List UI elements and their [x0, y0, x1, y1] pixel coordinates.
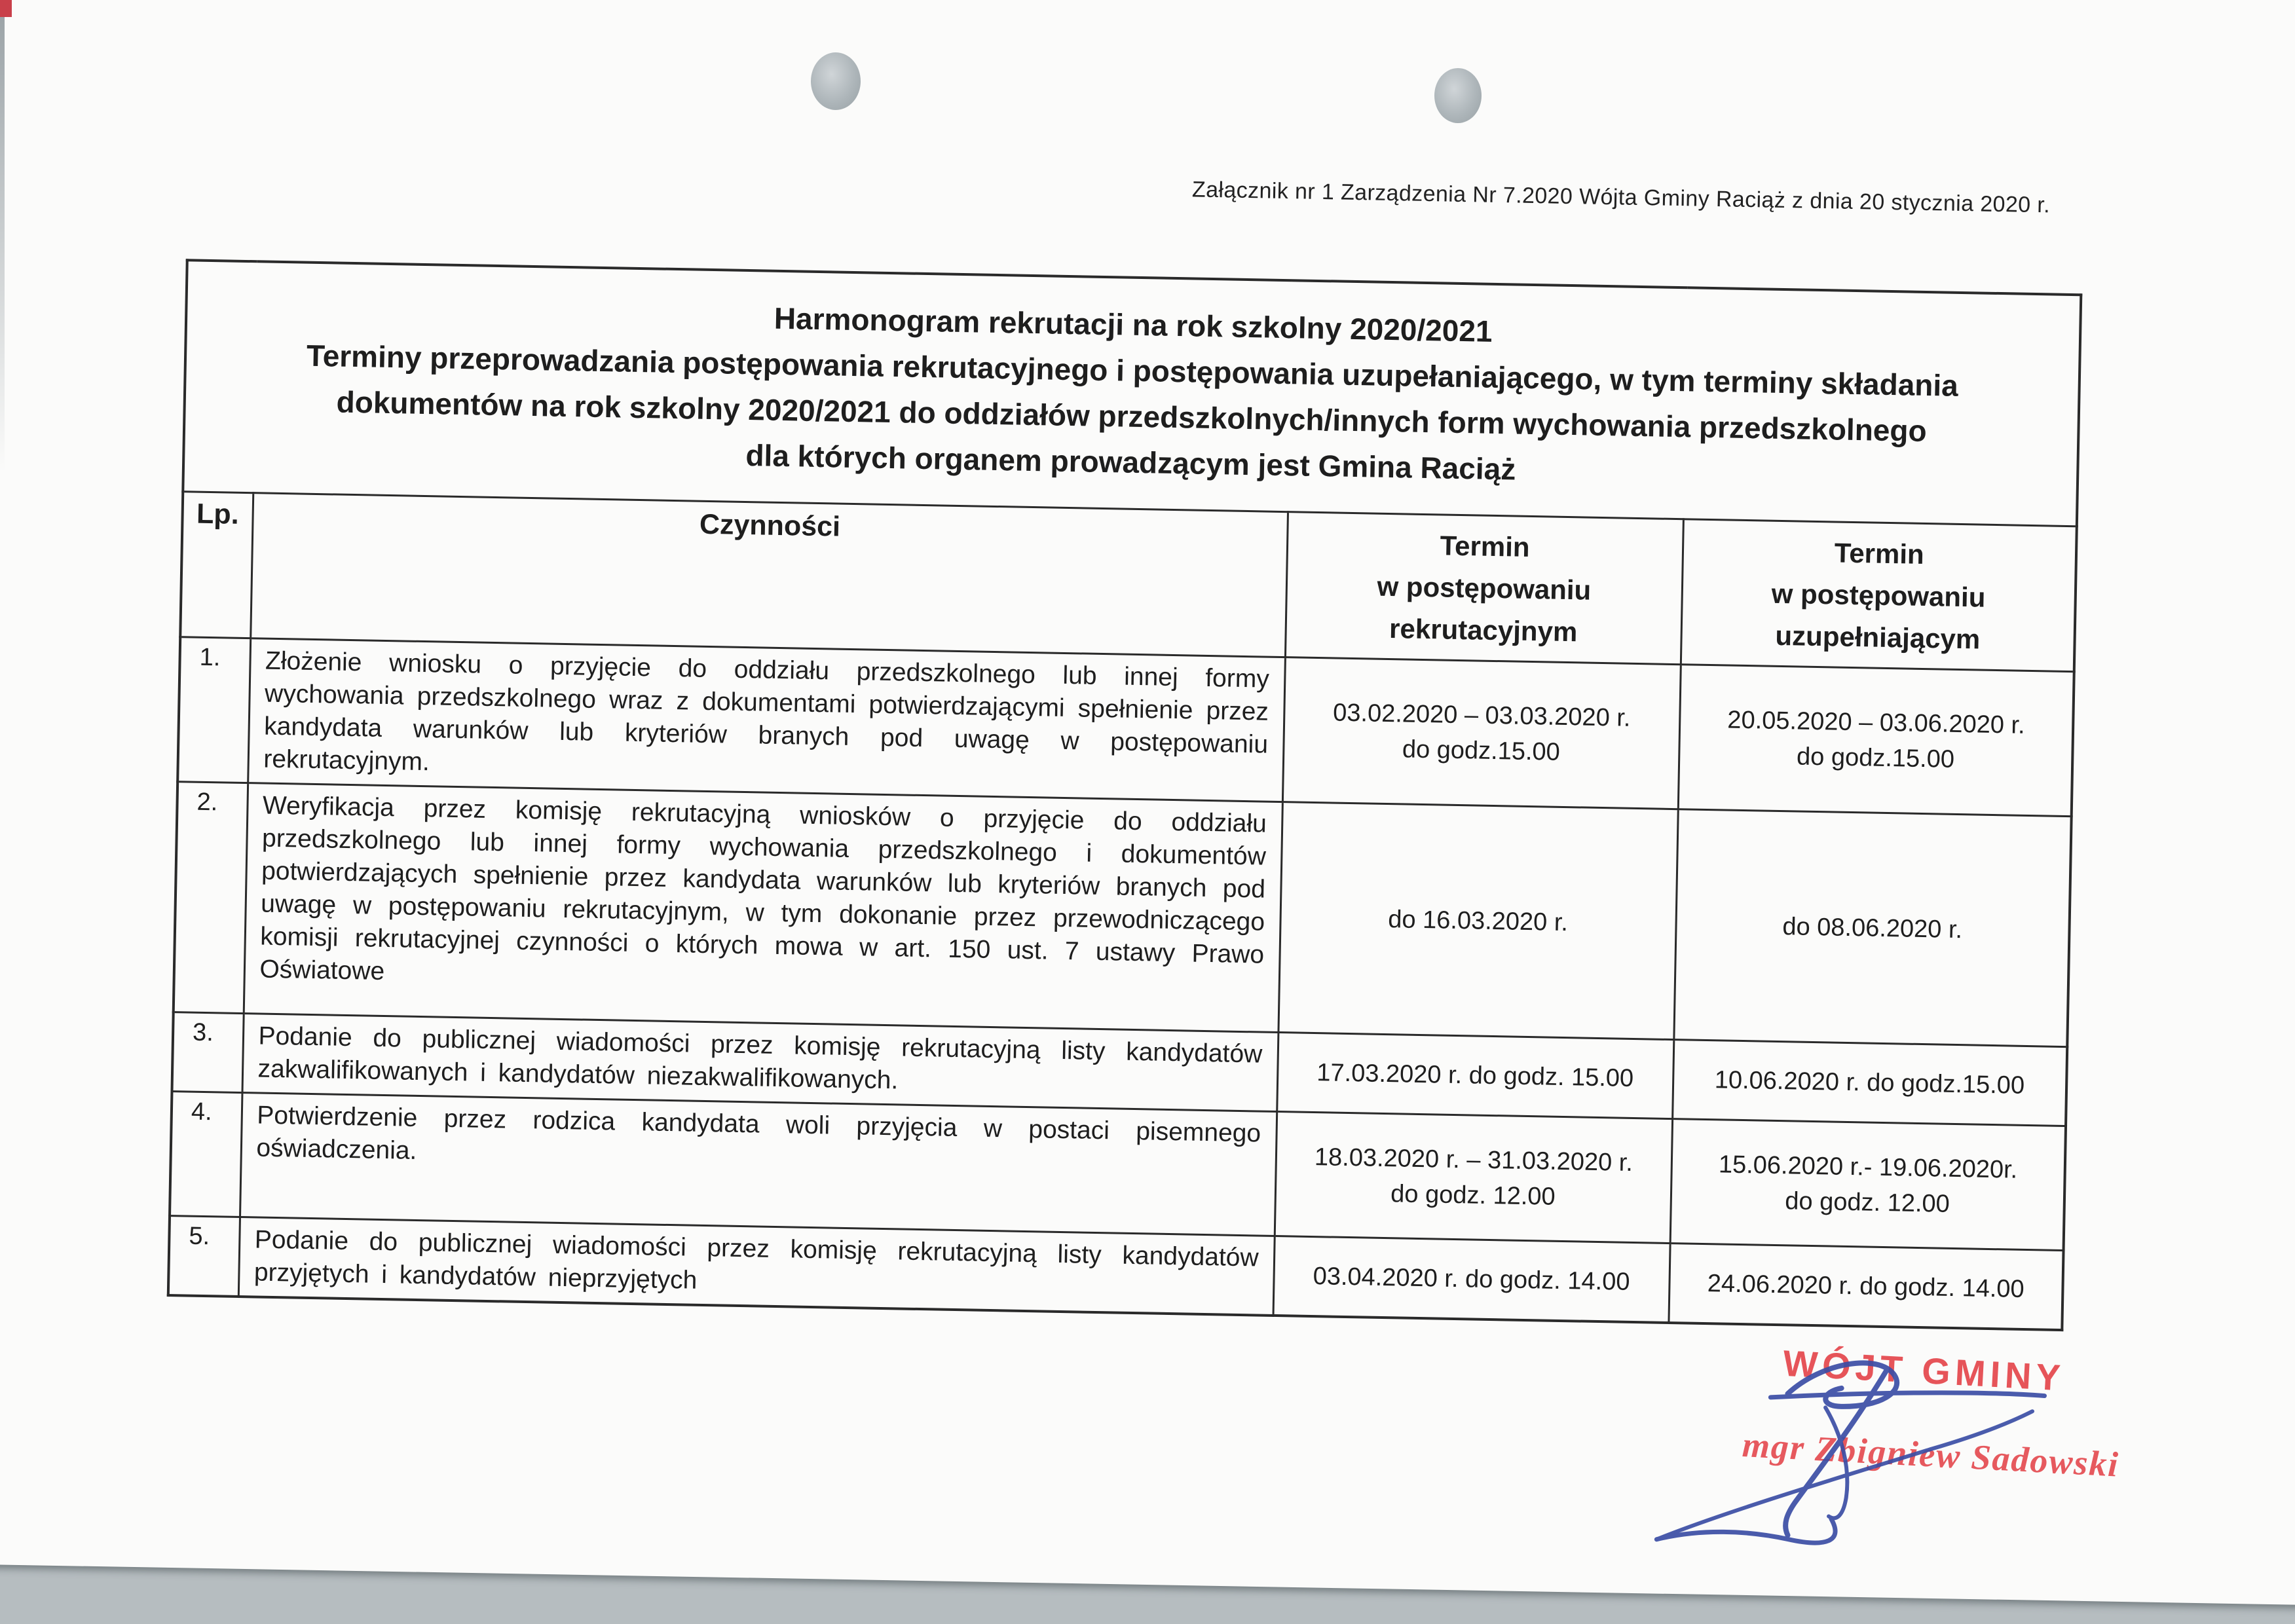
red-corner-mark	[0, 0, 12, 17]
term-supplementary-cell: do 08.06.2020 r.	[1673, 809, 2071, 1047]
term-recruitment-cell: 03.04.2020 r. do godz. 14.00	[1273, 1236, 1670, 1323]
term-supplementary-cell: 10.06.2020 r. do godz.15.00	[1672, 1040, 2067, 1126]
term-supplementary-cell: 24.06.2020 r. do godz. 14.00	[1668, 1244, 2063, 1330]
attachment-note: Załącznik nr 1 Zarządzenia Nr 7.2020 Wójta Gminy Raciąż z dnia 20 stycznia 2020 r.	[1191, 177, 2051, 218]
punch-hole-icon	[1434, 68, 1482, 123]
stamp-office-text: WÓJT GMINY	[1782, 1342, 2066, 1399]
scan-edge-shadow	[0, 0, 5, 471]
row-number: 5.	[168, 1216, 240, 1297]
table-title-row	[183, 260, 2081, 526]
column-header-activity: Czynności	[250, 493, 1288, 657]
row-number: 2.	[174, 782, 248, 1014]
document-title-line: Terminy przeprowadzania postępowania rekrutacyjnego i postępowania uzupełaniającego, w tym terminy składania	[306, 338, 1959, 403]
activity-cell: Złożenie wniosku o przyjęcie do oddziału przedszkolnego lub innej formy wychowania przedszkolnego wraz z dokumentami potwierdzającymi spełnienie przez kandydata warunków lub kryteriów branych pod uwagę w postępowaniu rekrutacyjnym.	[248, 638, 1285, 802]
signature-ink	[1622, 1340, 2144, 1598]
stamp-signer-text: mgr Zbigniew Sadowski	[1741, 1425, 2121, 1485]
row-number: 1.	[177, 637, 250, 783]
document-title-line: Harmonogram rekrutacji na rok szkolny 2020/2021	[774, 301, 1493, 348]
row-number: 3.	[172, 1012, 244, 1093]
document-title-line: dla których organem prowadzącym jest Gmina Raciąż	[745, 437, 1516, 487]
table-row	[174, 782, 2072, 1047]
term-recruitment-cell: 17.03.2020 r. do godz. 15.00	[1277, 1033, 1673, 1119]
row-number: 4.	[170, 1092, 242, 1217]
term-recruitment-cell: do 16.03.2020 r.	[1278, 802, 1677, 1040]
punch-hole-icon	[811, 52, 861, 110]
term-recruitment-cell: 18.03.2020 r. – 31.03.2020 r. do godz. 12.00	[1275, 1112, 1672, 1244]
term-supplementary-cell: 20.05.2020 – 03.06.2020 r. do godz.15.00	[1678, 665, 2074, 817]
schedule-table	[167, 259, 2083, 1331]
column-header-term-supplementary: Termin w postępowaniu uzupełniającym	[1681, 519, 2077, 672]
column-header-lp: Lp.	[180, 492, 253, 638]
activity-cell: Weryfikacja przez komisję rekrutacyjną wniosków o przyjęcie do oddziału przedszkolnego lub innej formy wychowania przedszkolnego i dokumentów potwierdzających spełnienie przez kandydata warunków lub kryteriów branych pod uwagę w postępowaniu rekrutacyjnym, w tym dokonanie przez przewodniczącego komisji rekrutacyjnej czynności o których mowa w art. 150 ust. 7 ustawy Prawo Oświatowe	[244, 783, 1282, 1033]
column-header-term-recruitment: Termin w postępowaniu rekrutacyjnym	[1285, 512, 1683, 665]
table-title-cell	[183, 260, 2081, 526]
activity-cell: Potwierdzenie przez rodzica kandydata woli przyjęcia w postaci pisemnego oświadczenia.	[240, 1093, 1277, 1236]
term-recruitment-cell: 03.02.2020 – 03.03.2020 r. do godz.15.00	[1282, 657, 1681, 809]
term-supplementary-cell: 15.06.2020 r.- 19.06.2020r. do godz. 12.00	[1670, 1119, 2066, 1251]
document-title-line: dokumentów na rok szkolny 2020/2021 do oddziałów przedszkolnych/innych form wychowania przedszkolnego	[336, 384, 1928, 449]
activity-cell: Podanie do publicznej wiadomości przez komisję rekrutacyjną listy kandydatów zakwalifikowanych i kandydatów niezakwalifikowanych.	[242, 1014, 1278, 1112]
activity-cell: Podanie do publicznej wiadomości przez komisję rekrutacyjną listy kandydatów przyjętych i kandydatów nieprzyjętych	[238, 1217, 1275, 1316]
